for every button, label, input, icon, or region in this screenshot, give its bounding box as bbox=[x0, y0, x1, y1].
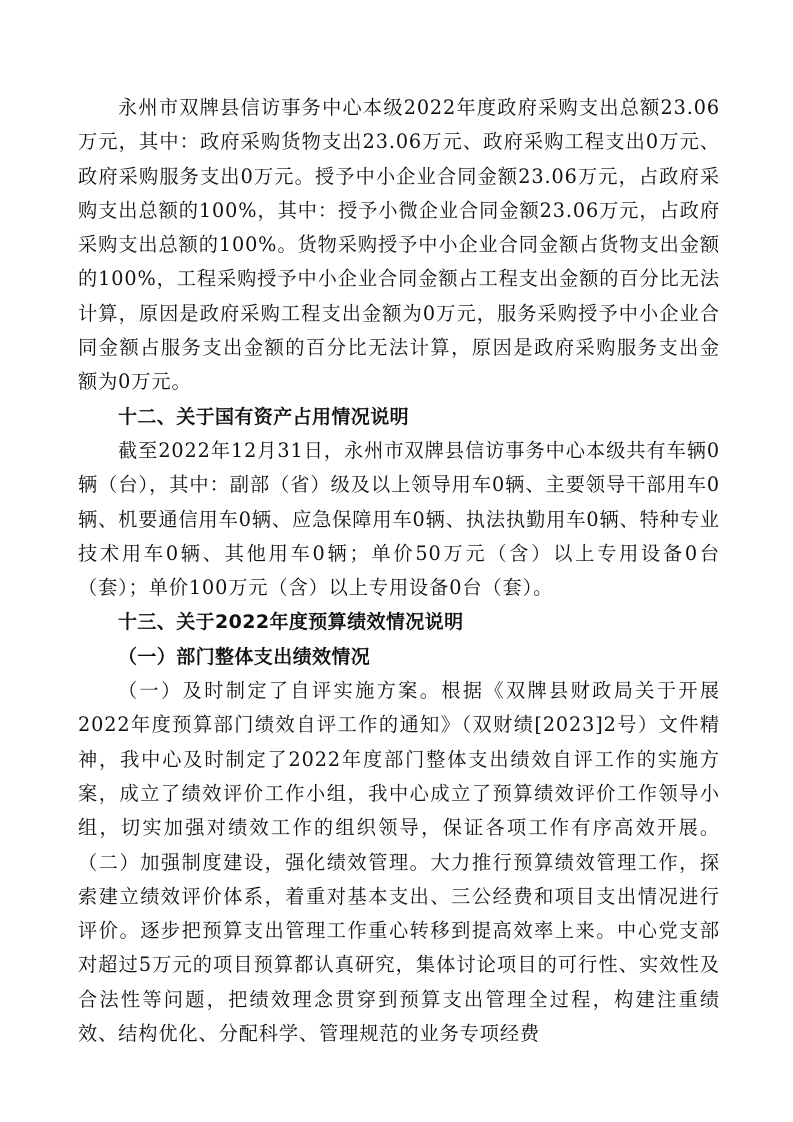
heading-state-assets: 十二、关于国有资产占用情况说明 bbox=[118, 405, 410, 428]
paragraph-overall-performance: （一）及时制定了自评实施方案。根据《双牌县财政局关于开展2022年度预算部门绩效自评工作的通知》（双财绩[2023]2号）文件精神，我中心及时制定了2022年度部门整体支出绩效自评工作的实施方案，成立了绩效评价工作小组，我中心成立了预算绩效评价工作领导小组，切实加强对绩效工作的组织领导，保证各项工作有序高效开展。（二）加强制度建设，强化绩效管理。大力推行预算绩效管理工作，探索建立绩效评价体系，着重对基本支出、三公经费和项目支出情况进行评价。逐步把预算支出管理工作重心转移到提高效率上来。中心党支部对超过5万元的项目预算都认真研究，集体讨论项目的可行性、实效性及合法性等问题，把绩效理念贯穿到预算支出管理全过程，构建注重绩效、结构优化、分配科学、管理规范的业务专项经费 bbox=[78, 679, 720, 1046]
heading-performance: 十三、关于2022年度预算绩效情况说明 bbox=[118, 611, 464, 634]
paragraph-procurement: 永州市双牌县信访事务中心本级2022年度政府采购支出总额23.06万元，其中：政府采购货物支出23.06万元、政府采购工程支出0万元、政府采购服务支出0万元。授予中小企业合同金额23.06万元，占政府采购支出总额的100%，其中：授予小微企业合同金额23.06万元，占政府采购支出总额的100%。货物采购授予中小企业合同金额占货物支出金额的100%，工程采购授予中小企业合同金额占工程支出金额的百分比无法计算，原因是政府采购工程支出金额为0万元，服务采购授予中小企业合同金额占服务支出金额的百分比无法计算，原因是政府采购服务支出金额为0万元。 bbox=[78, 96, 720, 394]
document-body bbox=[78, 91, 720, 1051]
subheading-overall-performance: （一）部门整体支出绩效情况 bbox=[118, 645, 371, 668]
paragraph-state-assets: 截至2022年12月31日，永州市双牌县信访事务中心本级共有车辆0辆（台），其中：副部（省）级及以上领导用车0辆、主要领导干部用车0辆、机要通信用车0辆、应急保障用车0辆、执法执勤用车0辆、特种专业技术用车0辆、其他用车0辆；单价50万元（含）以上专用设备0台（套）；单价100万元（含）以上专用设备0台（套）。 bbox=[78, 438, 720, 600]
